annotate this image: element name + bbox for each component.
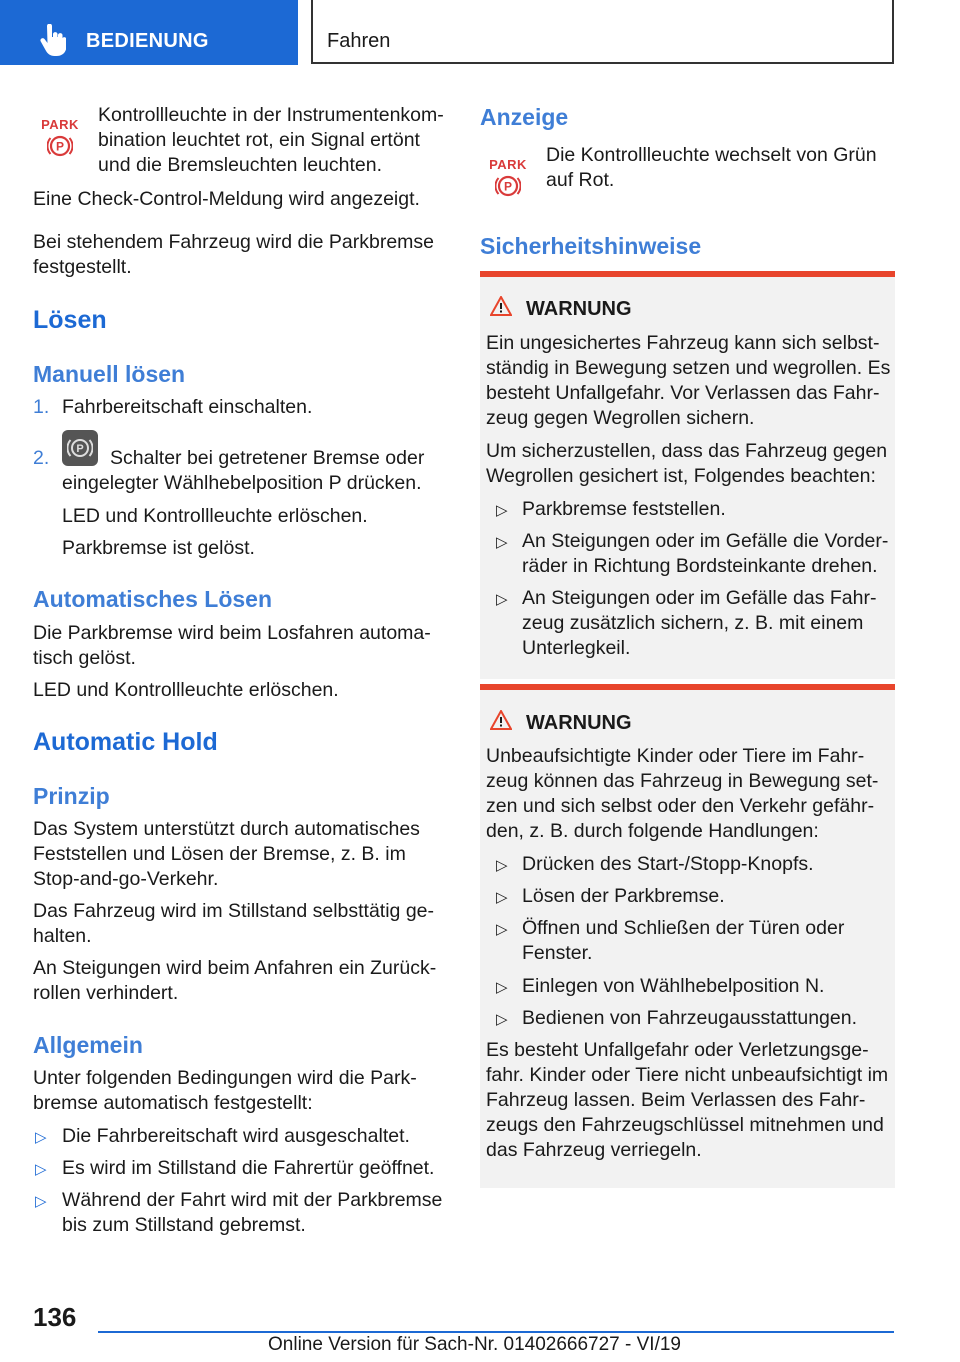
text-line: Wegrollen gesichert ist, Folgendes beachten: — [486, 465, 876, 487]
bullet-triangle-icon: ▷ — [496, 921, 508, 938]
svg-text:P: P — [503, 179, 513, 194]
step-text: Parkbremse ist gelöst. — [62, 537, 255, 559]
warning-paragraph — [486, 439, 887, 489]
text-line: Während der Fahrt wird mit der Parkbremse — [62, 1189, 443, 1211]
text-line: Fenster. — [522, 942, 593, 964]
section-label: BEDIENUNG — [86, 30, 209, 52]
svg-text:P: P — [55, 139, 65, 154]
bullet-triangle-icon: ▷ — [35, 1129, 47, 1146]
auto-paragraph — [33, 621, 431, 671]
text-line: Das Fahrzeug wird im Stillstand selbsttätig ge- — [33, 900, 434, 922]
park-icon-text: PARK — [489, 157, 527, 172]
text-line: Stop-and-go-Verkehr. — [33, 868, 219, 890]
text-line: den, z. B. durch folgende Handlungen: — [486, 820, 819, 842]
text-line: bination leuchtet rot, ein Signal ertönt — [98, 129, 420, 151]
text-line: zeug können das Fahrzeug in Bewegung set- — [486, 770, 879, 792]
text-line: An Steigungen oder im Gefälle das Fahr- — [522, 587, 877, 609]
step-text: eingelegter Wählhebelposition P drücken. — [62, 472, 422, 494]
text-line: räder in Richtung Bordsteinkante drehen. — [522, 555, 878, 577]
section-tab[interactable] — [0, 0, 298, 65]
warning-title: WARNUNG — [526, 298, 632, 320]
list-item: Bedienen von Fahrzeugausstattungen. — [522, 1007, 857, 1029]
bullet-triangle-icon: ▷ — [496, 534, 508, 551]
heading-sicherheitshinweise: Sicherheitshinweise — [480, 233, 702, 259]
text-line: und die Bremsleuchten leuchten. — [98, 154, 383, 176]
warning-closing-paragraph — [486, 1038, 888, 1163]
text-line: Bei stehendem Fahrzeug wird die Parkbremse — [33, 231, 435, 253]
text-line: Die Parkbremse wird beim Losfahren automa- — [33, 622, 431, 644]
heading-automatic-hold: Automatic Hold — [33, 728, 218, 756]
text-line: Unbeaufsichtigte Kinder oder Tiere im Fahr- — [486, 745, 865, 767]
heading-prinzip: Prinzip — [33, 783, 110, 809]
text-line: zeugs den Fahrzeugschlüssel mitnehmen und — [486, 1114, 884, 1136]
list-item — [522, 529, 888, 579]
bullet-triangle-icon: ▷ — [496, 591, 508, 608]
text-line: bremse automatisch festgestellt: — [33, 1092, 313, 1114]
text-line: auf Rot. — [546, 169, 615, 191]
text-line: Um sicherzustellen, dass das Fahrzeug gegen — [486, 440, 888, 462]
bullet-triangle-icon: ▷ — [496, 857, 508, 874]
text-line: Die Kontrollleuchte wechselt von Grün — [546, 144, 877, 166]
text-line: An Steigungen wird beim Anfahren ein Zurück- — [33, 957, 437, 979]
list-item: Einlegen von Wählhebelposition N. — [522, 975, 825, 997]
slope-paragraph — [33, 956, 436, 1006]
page-number: 136 — [33, 1302, 77, 1332]
text-line: Ein ungesichertes Fahrzeug kann sich selbst- — [486, 332, 880, 354]
text-line: Feststellen und Lösen der Bremse, z. B. im — [33, 843, 406, 865]
bullet-triangle-icon: ▷ — [496, 979, 508, 996]
heading-allgemein: Allgemein — [33, 1032, 143, 1058]
intro-paragraph — [98, 103, 448, 178]
text-line: Fahrzeug lassen. Beim Verlassen des Fahr- — [486, 1089, 866, 1111]
heading-loesen: Lösen — [33, 306, 107, 334]
text-line: halten. — [33, 925, 92, 947]
text-line: Kontrollleuchte in der Instrumentenkom- — [98, 104, 444, 126]
step-text: Schalter bei getretener Bremse oder — [110, 447, 425, 469]
check-control-text: Eine Check-Control-Meldung wird angezeigt. — [33, 188, 420, 210]
prinzip-paragraph — [33, 817, 420, 892]
parking-brake-switch-icon — [62, 430, 98, 466]
list-item: Parkbremse feststellen. — [522, 498, 726, 520]
bullet-triangle-icon: ▷ — [496, 889, 508, 906]
text-line: Öffnen und Schließen der Türen oder — [522, 917, 845, 939]
text-line: fahr. Kinder oder Tiere nicht unbeaufsichtigt im — [486, 1064, 889, 1086]
svg-text:P: P — [76, 443, 84, 455]
warning-title: WARNUNG — [526, 712, 632, 734]
heading-automatisches-loesen: Automatisches Lösen — [33, 586, 272, 612]
text-line: Unterlegkeil. — [522, 637, 631, 659]
list-item: Die Fahrbereitschaft wird ausgeschaltet. — [62, 1125, 410, 1147]
still-paragraph — [33, 899, 434, 949]
bullet-triangle-icon: ▷ — [496, 1011, 508, 1028]
text-line: tisch gelöst. — [33, 647, 136, 669]
text-line: besteht Unfallgefahr. Vor Verlassen das Fahr- — [486, 382, 880, 404]
text-line: zen und sich selbst oder den Verkehr gefähr- — [486, 795, 875, 817]
text-line: rollen verhindert. — [33, 982, 179, 1004]
heading-anzeige: Anzeige — [480, 104, 569, 130]
park-icon-text: PARK — [41, 117, 79, 132]
warning-paragraph — [486, 331, 890, 431]
park-brake-indicator-icon — [488, 158, 528, 202]
step-text: LED und Kontrollleuchte erlöschen. — [62, 505, 368, 527]
list-item — [62, 1188, 442, 1238]
footer-online-version: Online Version für Sach-Nr. 01402666727 - VI/19 — [268, 1334, 681, 1355]
list-item — [522, 586, 876, 661]
allgemein-paragraph — [33, 1066, 417, 1116]
chapter-label: Fahren — [327, 30, 391, 52]
hand-pointer-icon — [38, 24, 66, 56]
warning-paragraph — [486, 744, 878, 844]
text-line: zeug gegen Wegrollen sichern. — [486, 407, 755, 429]
warning-triangle-icon — [490, 710, 512, 730]
text-line: zeug zusätzlich sichern, z. B. mit einem — [522, 612, 864, 634]
anzeige-paragraph — [546, 143, 877, 193]
list-item: Drücken des Start-/Stopp-Knopfs. — [522, 853, 814, 875]
text-line: ständig in Bewegung setzen und wegrollen. Es — [486, 357, 891, 379]
auto-led-text: LED und Kontrollleuchte erlöschen. — [33, 679, 339, 701]
park-brake-indicator-icon — [40, 118, 80, 162]
chapter-header — [311, 0, 894, 64]
list-item — [522, 916, 844, 966]
step-text: Fahrbereitschaft einschalten. — [62, 396, 313, 418]
bullet-triangle-icon: ▷ — [35, 1161, 47, 1178]
heading-manuell-loesen: Manuell lösen — [33, 361, 186, 387]
list-item: Es wird im Stillstand die Fahrertür geöffnet. — [62, 1157, 435, 1179]
bullet-triangle-icon: ▷ — [496, 502, 508, 519]
footer-divider — [98, 1331, 894, 1333]
text-line: Unter folgenden Bedingungen wird die Park- — [33, 1067, 417, 1089]
text-line: An Steigungen oder im Gefälle die Vorder- — [522, 530, 889, 552]
text-line: Es besteht Unfallgefahr oder Verletzungsge- — [486, 1039, 869, 1061]
text-line: Das System unterstützt durch automatisches — [33, 818, 420, 840]
stationary-paragraph — [33, 230, 434, 280]
warning-triangle-icon — [490, 296, 512, 316]
list-item: Lösen der Parkbremse. — [522, 885, 725, 907]
bullet-triangle-icon: ▷ — [35, 1193, 47, 1210]
text-line: das Fahrzeug verriegeln. — [486, 1139, 702, 1161]
text-line: bis zum Stillstand gebremst. — [62, 1214, 306, 1236]
step-number: 1. — [33, 396, 50, 418]
text-line: festgestellt. — [33, 256, 132, 278]
step-number: 2. — [33, 447, 50, 469]
